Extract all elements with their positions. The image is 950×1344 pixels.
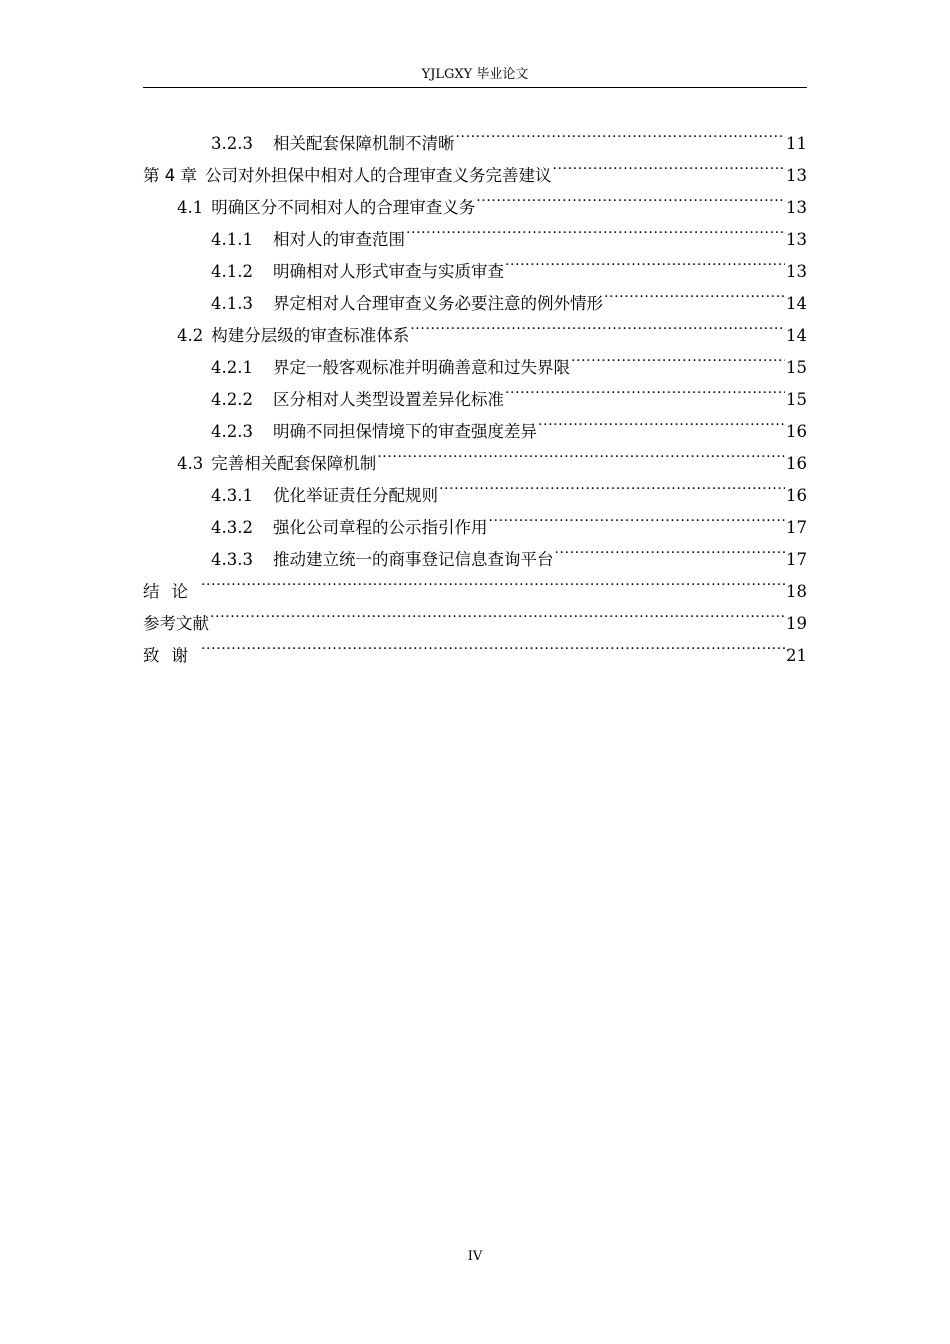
toc-entry-page: 17 (786, 518, 807, 537)
toc-entry-references[interactable] (143, 597, 807, 633)
toc-entry-number: 4.3.3 (211, 550, 253, 569)
toc-entry-title: 推动建立统一的商事登记信息查询平台 (272, 550, 554, 569)
toc-leader-dots (488, 501, 785, 533)
toc-entry-title: 相关配套保障机制不清晰 (272, 134, 455, 153)
toc-entry-number: 4.2 (177, 326, 204, 345)
toc-entry-title: 界定一般客观标准并明确善意和过失界限 (272, 358, 570, 377)
toc-leader-dots (455, 117, 785, 149)
toc-entry-number: 4.3.2 (211, 518, 253, 537)
toc-entry-number: 3.2.3 (211, 134, 253, 153)
page-number: IV (467, 1249, 483, 1264)
toc-entry-page: 15 (786, 358, 807, 377)
toc-entry-number: 4.3.1 (211, 486, 253, 505)
toc-entry-page: 14 (786, 294, 807, 313)
toc-entry-number: 4.2.1 (211, 358, 253, 377)
toc-leader-dots (410, 309, 785, 341)
page-header: YJLGXY 毕业论文 (421, 67, 529, 82)
toc-entry-number: 4.2.2 (211, 390, 253, 409)
toc-entry-title: 参考文献 (143, 614, 209, 633)
toc-entry-page: 15 (786, 390, 807, 409)
toc-entry-page: 13 (786, 198, 807, 217)
toc-entry-page: 13 (786, 262, 807, 281)
toc-entry-title: 相对人的审查范围 (272, 230, 405, 249)
toc-entry-title: 构建分层级的审查标准体系 (211, 326, 410, 345)
toc-entry-page: 16 (786, 486, 807, 505)
toc-leader-dots (201, 565, 785, 597)
toc-entry[interactable] (143, 117, 807, 153)
toc-entry-number: 4.2.3 (211, 422, 253, 441)
header-divider (143, 87, 807, 88)
toc-entry-page: 14 (786, 326, 807, 345)
toc-entry-number: 4.3 (177, 454, 204, 473)
toc-entry-title: 明确相对人形式审查与实质审查 (272, 262, 504, 281)
toc-leader-dots (571, 341, 785, 373)
toc-entry-number: 4.1.2 (211, 262, 253, 281)
toc-entry-page: 16 (786, 454, 807, 473)
toc-entry-conclusion[interactable] (143, 565, 807, 601)
toc-entry-number: 4.1.1 (211, 230, 253, 249)
toc-entry-title: 致谢 (143, 646, 200, 665)
toc-leader-dots (377, 437, 785, 469)
toc-leader-dots (201, 629, 785, 661)
toc-entry-title: 区分相对人类型设置差异化标准 (272, 390, 504, 409)
toc-leader-dots (604, 277, 785, 309)
toc-entry-title: 强化公司章程的公示指引作用 (272, 518, 488, 537)
toc-leader-dots (554, 533, 785, 565)
table-of-contents (143, 117, 807, 665)
toc-entry-acknowledgements[interactable] (143, 629, 807, 665)
toc-entry-page: 18 (786, 582, 807, 601)
toc-leader-dots (210, 597, 785, 629)
toc-entry-number: 4.1 (177, 198, 204, 217)
toc-entry-page: 13 (786, 166, 807, 185)
toc-entry-title: 公司对外担保中相对人的合理审查义务完善建议 (205, 166, 552, 185)
toc-entry-page: 11 (786, 134, 807, 153)
toc-entry-page: 21 (786, 646, 807, 665)
toc-entry-title: 界定相对人合理审查义务必要注意的例外情形 (272, 294, 603, 313)
toc-entry-title: 完善相关配套保障机制 (211, 454, 377, 473)
toc-leader-dots (505, 245, 785, 277)
toc-entry-title: 明确区分不同相对人的合理审查义务 (211, 198, 476, 217)
toc-entry-title: 明确不同担保情境下的审查强度差异 (272, 422, 537, 441)
toc-entry-page: 19 (786, 614, 807, 633)
toc-leader-dots (476, 181, 785, 213)
toc-leader-dots (505, 373, 785, 405)
toc-entry-number: 第 4 章 (143, 166, 197, 185)
toc-entry-page: 13 (786, 230, 807, 249)
toc-leader-dots (439, 469, 785, 501)
toc-entry-number: 4.1.3 (211, 294, 253, 313)
toc-leader-dots (538, 405, 785, 437)
toc-leader-dots (406, 213, 785, 245)
toc-entry-title: 优化举证责任分配规则 (272, 486, 438, 505)
toc-entry-page: 17 (786, 550, 807, 569)
toc-entry-title: 结论 (143, 582, 200, 601)
toc-leader-dots (553, 149, 786, 181)
toc-entry-page: 16 (786, 422, 807, 441)
